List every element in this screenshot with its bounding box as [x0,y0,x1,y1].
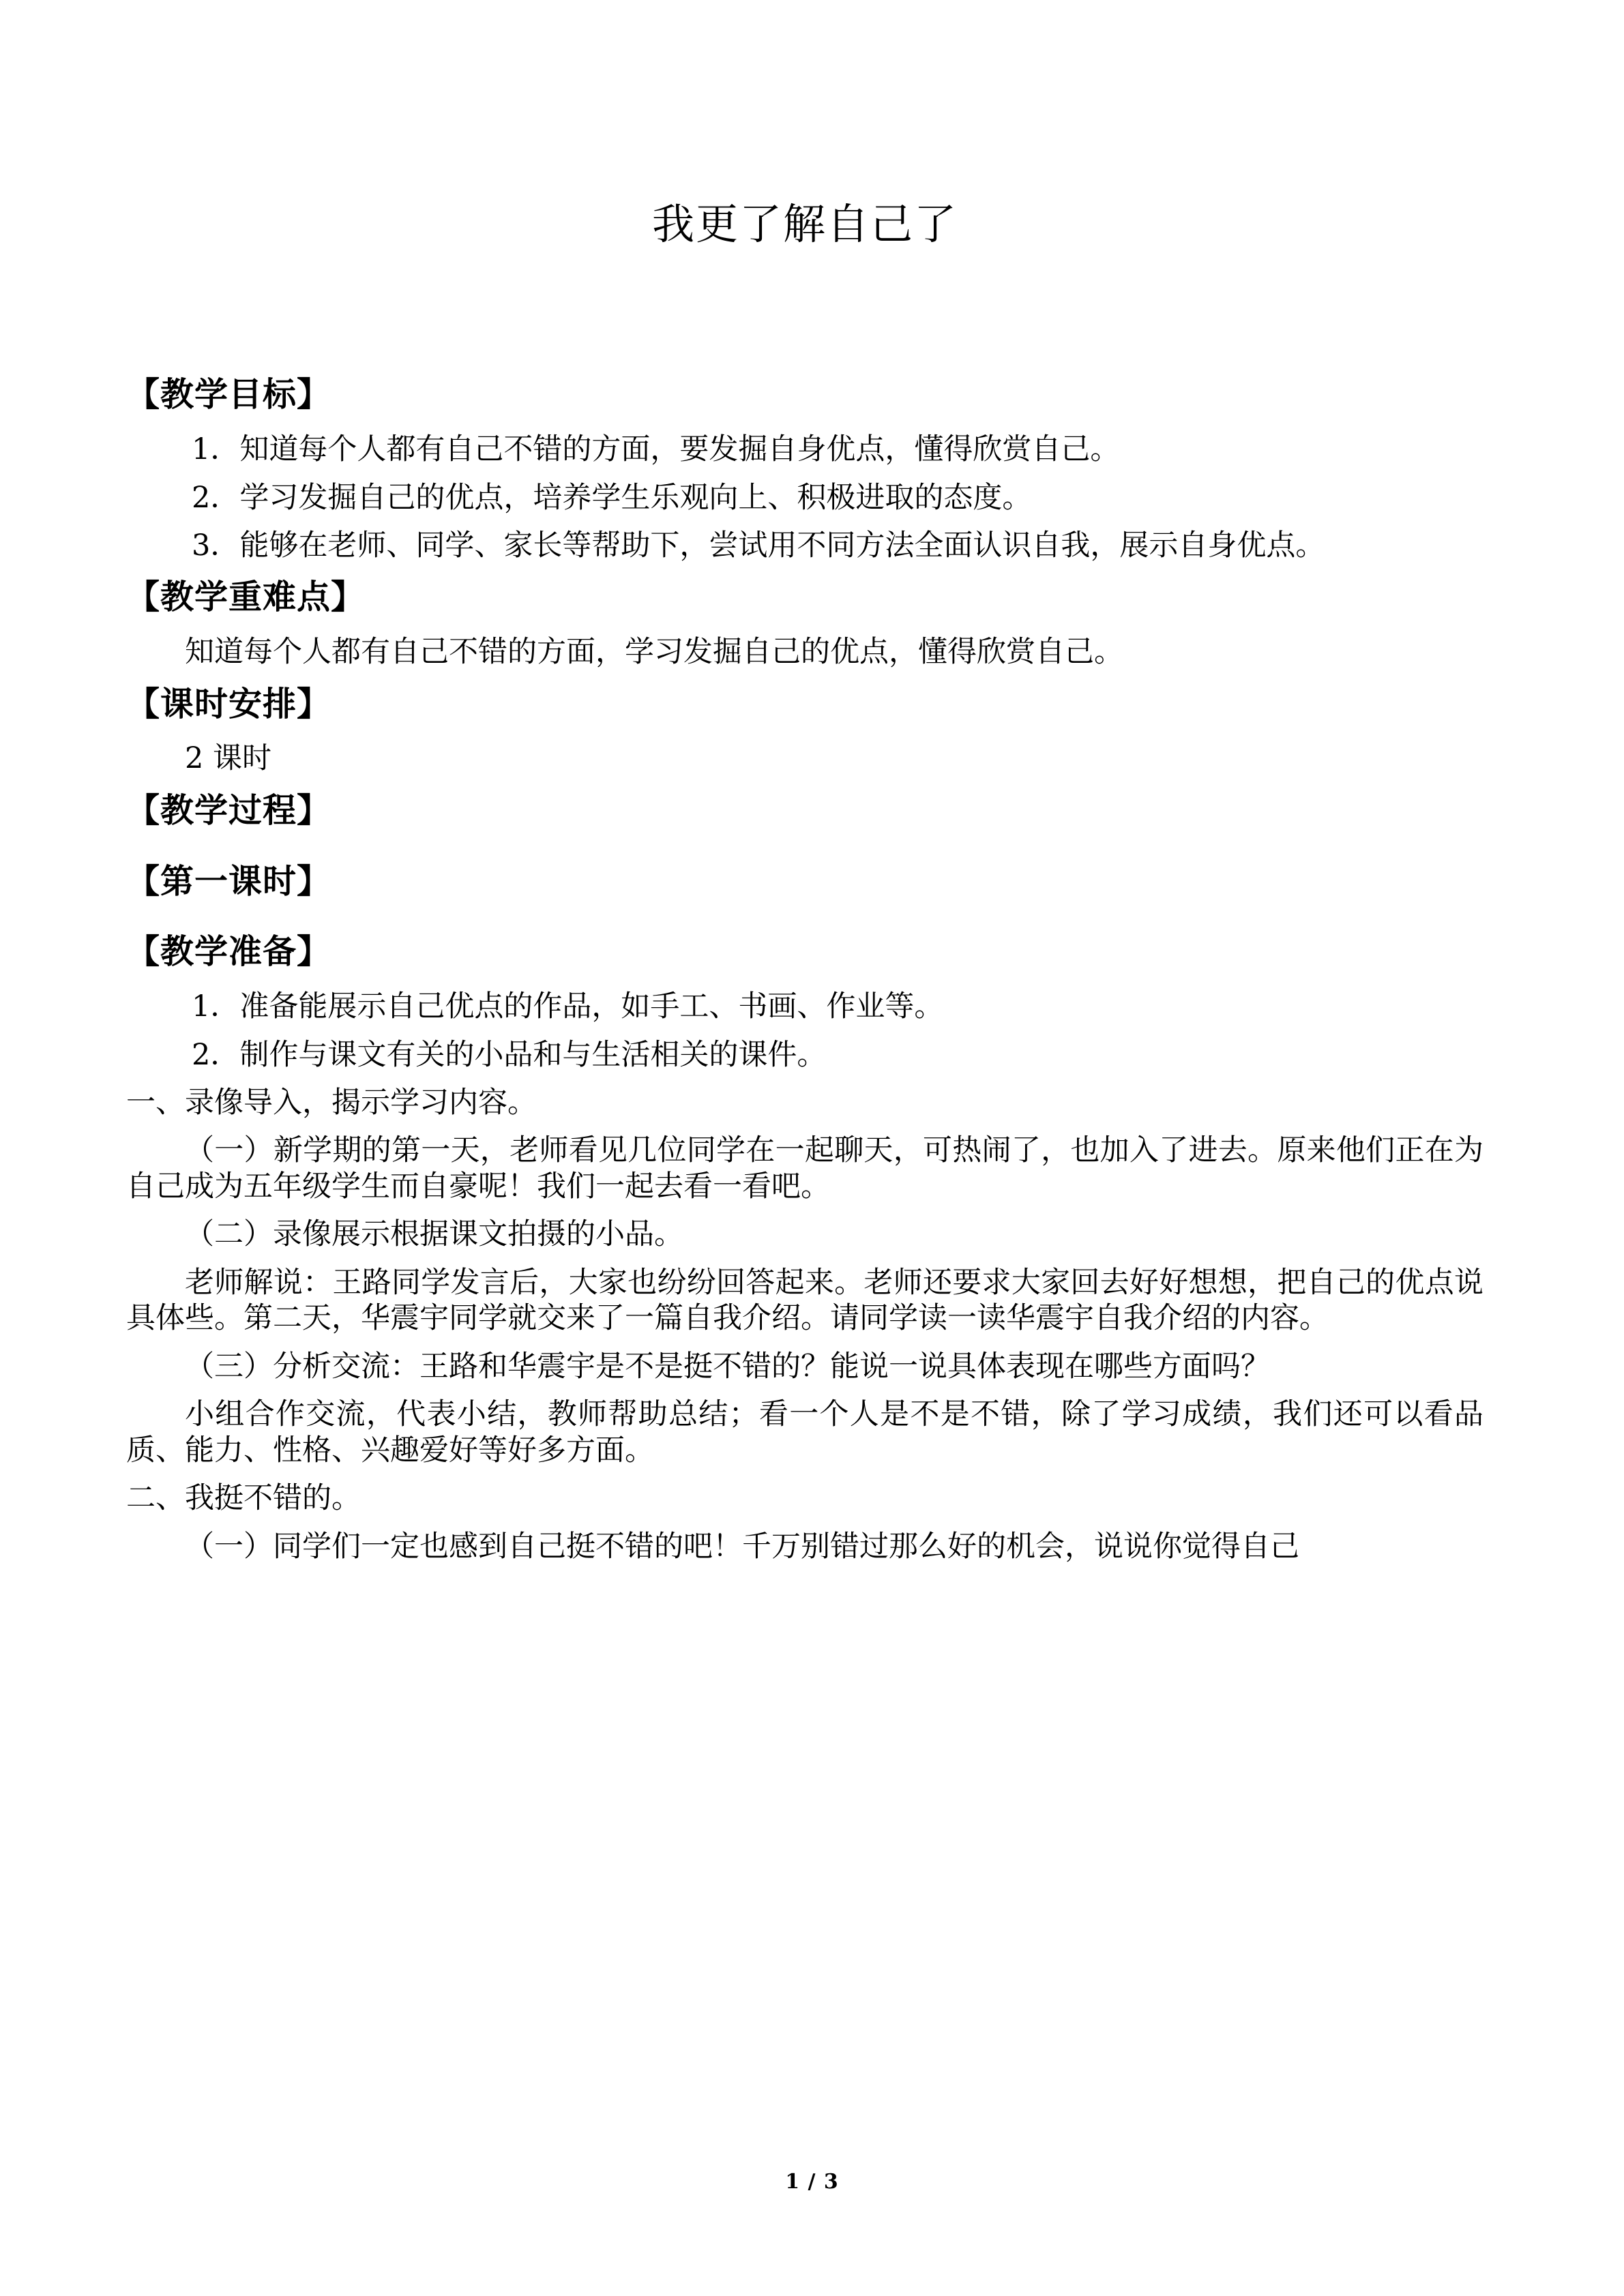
step-two-item-1: （一）同学们一定也感到自己挺不错的吧！千万别错过那么好的机会，说说你觉得自己 [185,1529,1299,1564]
preparation-item-1: 1．准备能展示自己优点的作品，如手工、书画、作业等。 [192,989,944,1024]
heading-teaching-process: 【教学过程】 [126,790,331,830]
heading-class-schedule: 【课时安排】 [126,683,331,724]
step-one-item-1: （一）新学期的第一天，老师看见几位同学在一起聊天，可热闹了，也加入了进去。原来他们正在为自己成为五年级学生而自豪呢！我们一起去看一看吧。 [126,1133,1483,1204]
schedule-text: 2 课时 [185,741,272,776]
page-number-footer: 1 / 3 [785,2170,839,2194]
step-one-item-2: （二）录像展示根据课文拍摄的小品。 [185,1217,683,1252]
step-one-item-5: 小组合作交流，代表小结，教师帮助总结；看一个人是不是不错，除了学习成绩，我们还可以看品质、能力、性格、兴趣爱好等好多方面。 [126,1397,1483,1467]
key-points-text: 知道每个人都有自己不错的方面，学习发掘自己的优点，懂得欣赏自己。 [185,635,1123,670]
objective-item-2: 2．学习发掘自己的优点，培养学生乐观向上、积极进取的态度。 [192,480,1032,515]
objective-item-1: 1．知道每个人都有自己不错的方面，要发掘自身优点，懂得欣赏自己。 [192,432,1120,467]
step-one-item-4: （三）分析交流：王路和华震宇是不是挺不错的？能说一说具体表现在哪些方面吗？ [185,1349,1270,1384]
heading-lesson-one: 【第一课时】 [126,861,331,901]
heading-teaching-objectives: 【教学目标】 [126,374,331,415]
step-one-item-3: 老师解说：王路同学发言后，大家也纷纷回答起来。老师还要求大家回去好好想想，把自己的优点说具体些。第二天，华震宇同学就交来了一篇自我介绍。请同学读一读华震宇自我介绍的内容。 [126,1265,1483,1336]
preparation-item-2: 2．制作与课文有关的小品和与生活相关的课件。 [192,1037,827,1072]
page-title: 我更了解自己了 [651,199,958,249]
spacer-process [126,841,1483,854]
heading-key-difficult-points: 【教学重难点】 [126,577,366,617]
title-spacer [126,250,1483,367]
step-two-title: 二、我挺不错的。 [126,1481,361,1516]
step-one-title: 一、录像导入，揭示学习内容。 [126,1085,537,1120]
objective-item-3: 3．能够在老师、同学、家长等帮助下，尝试用不同方法全面认识自我，展示自身优点。 [192,528,1325,563]
heading-teaching-preparation: 【教学准备】 [126,931,331,972]
page-content [126,0,1483,1570]
spacer-lesson-one [126,912,1483,924]
